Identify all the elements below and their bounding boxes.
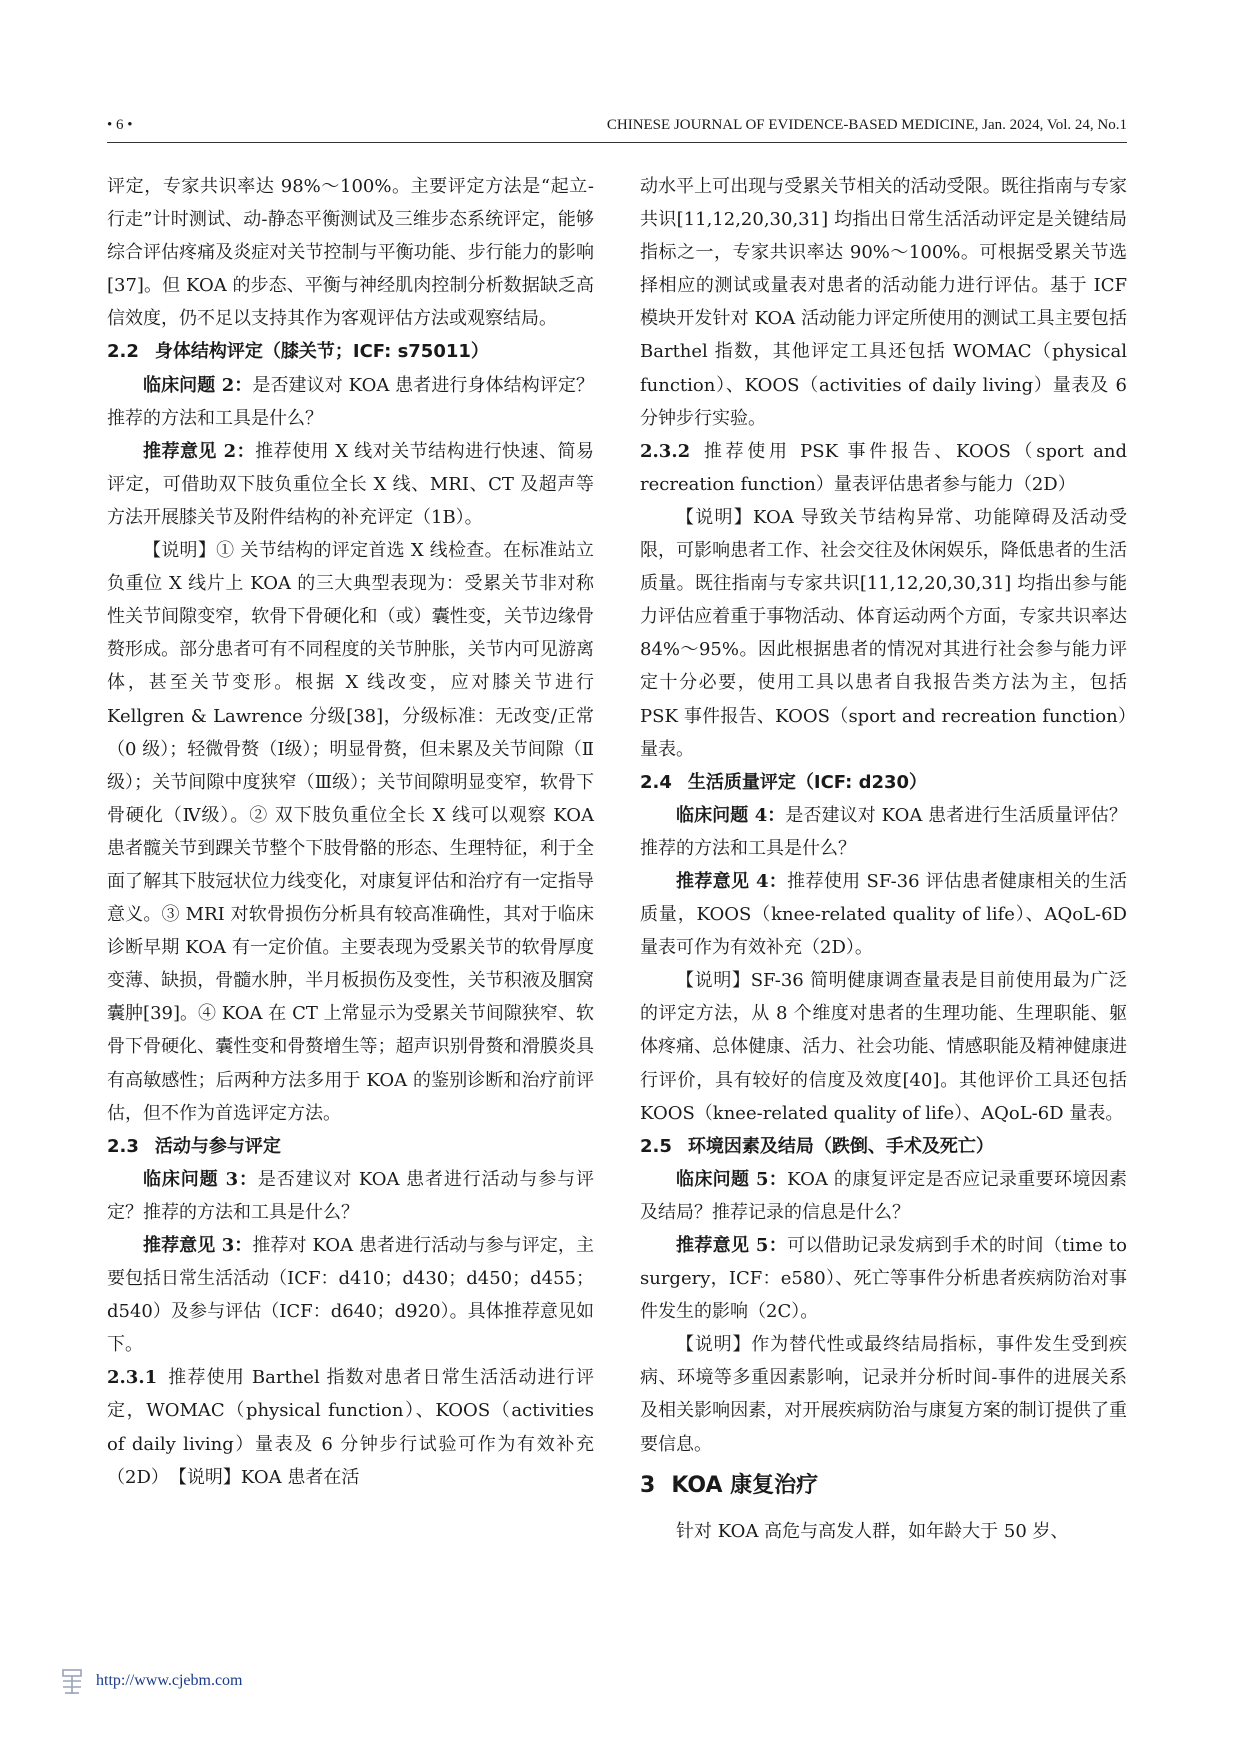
section-heading-2-4 [640,766,1127,799]
explanation-4: 【说明】SF-36 简明健康调查量表是目前使用最为广泛的评定方法，从 8 个维度对患者的生理功能、生理职能、躯体疼痛、总体健康、活力、社会功能、情感职能及精神健康进行评价，具有较好的信度及效度[40]。其他评价工具还包括 KOOS（knee-related quality of life）、AQoL-6D 量表。 [640,970,1127,1124]
recommendation-5 [640,1229,1127,1328]
section-number: 2.2 [107,341,139,363]
question-label: 临床问题 5： [676,1168,788,1190]
subsection-number: 2.3.1 [107,1367,158,1389]
section-number: 2.4 [640,771,672,793]
recommendation-text: 推荐使用 X 线对关节结构进行快速、简易评定，可借助双下肢负重位全长 X 线、MRI、CT 及超声等方法开展膝关节及附件结构的补充评定（1B）。 [107,440,594,528]
recommendation-label: 推荐意见 5： [676,1235,788,1256]
question-text: KOA 的康复评定是否应记录重要环境因素及结局？推荐记录的信息是什么？ [640,1168,1127,1223]
section-title: 生活质量评定（ICF: d230） [687,771,928,793]
paragraph: 动水平上可出现与受累关节相关的活动受限。既往指南与专家共识[11,12,20,30,31] 均指出日常生活活动评定是关键结局指标之一，专家共识率达 90%～100%。可根据受累关节选择相应的测试或量表对患者的活动能力进行评估。基于 ICF 模块开发针对 KOA 活动能力评定所使用的测试工具主要包括 Barthel 指数，其他评定工具还包括 WOMAC（physical function）、KOOS（activities of daily living）量表及 6 分钟步行实验。 [640,176,1127,429]
right-column [640,170,1127,1548]
clinical-question-5 [640,1163,1127,1229]
page-number: • 6 • [107,117,133,133]
paragraph: 针对 KOA 高危与高发人群，如年龄大于 50 岁、 [676,1520,1069,1542]
recommendation-label: 推荐意见 4： [676,870,788,892]
section-title: 活动与参与评定 [154,1135,281,1157]
clinical-question-4 [640,799,1127,865]
recommendation-3 [107,1229,594,1361]
section-number: 2.5 [640,1135,672,1157]
recommendation-4 [640,865,1127,964]
question-label: 临床问题 3： [143,1168,258,1190]
clinical-question-3 [107,1163,594,1229]
section-heading-2-3 [107,1130,594,1163]
subsection-text: 推荐使用 PSK 事件报告、KOOS（sport and recreation function）量表评估患者参与能力（2D） [640,440,1127,495]
subsection-text: 推荐使用 Barthel 指数对患者日常生活活动进行评定，WOMAC（physical function）、KOOS（activities of daily living）量表及 6 分钟步行试验可作为有效补充（2D） 【说明】KOA 患者在活 [107,1367,594,1488]
explanation-5: 【说明】作为替代性或最终结局指标，事件发生受到疾病、环境等多重因素影响，记录并分析时间-事件的进展关系及相关影响因素，对开展疾病防治与康复方案的制订提供了重要信息。 [640,1334,1127,1455]
clinical-question-2 [107,369,594,435]
section-heading-3 [640,1469,1127,1503]
paragraph: 评定，专家共识率达 98%～100%。主要评定方法是“起立-行走”计时测试、动-静态平衡测试及三维步态系统评定，能够综合评估疼痛及炎症对关节控制与平衡功能、步行能力的影响[37]。但 KOA 的步态、平衡与神经肌肉控制分析数据缺乏高信效度，仍不足以支持其作为客观评估方法或观察结局。 [107,176,594,330]
section-title: KOA 康复治疗 [671,1472,819,1498]
recommendation-label: 推荐意见 3： [143,1235,253,1256]
recommendation-2 [107,435,594,534]
journal-citation: CHINESE JOURNAL OF EVIDENCE-BASED MEDICINE, Jan. 2024, Vol. 24, No.1 [606,117,1127,133]
cjebm-logo-icon [60,1668,84,1696]
section-heading-2-2 [107,335,594,368]
section-heading-2-5 [640,1130,1127,1163]
subsection-number: 2.3.2 [640,440,691,462]
section-title: 身体结构评定（膝关节；ICF: s75011） [154,341,489,363]
question-label: 临床问题 2： [143,374,253,396]
section-number: 2.3 [107,1135,139,1157]
running-header [107,117,1127,139]
header-divider [107,142,1127,143]
subsection-2-3-2 [640,435,1127,501]
journal-url-link[interactable]: http://www.cjebm.com [96,1672,243,1689]
question-text: 是否建议对 KOA 患者进行生活质量评估？推荐的方法和工具是什么？ [640,804,1127,859]
recommendation-label: 推荐意见 2： [143,440,256,462]
recommendation-text: 推荐使用 SF-36 评估患者健康相关的生活质量，KOOS（knee-related quality of life）、AQoL-6D 量表可作为有效补充（2D）。 [640,870,1127,959]
explanation-2-3-2: 【说明】KOA 导致关节结构异常、功能障碍及活动受限，可影响患者工作、社会交往及休闲娱乐，降低患者的生活质量。既往指南与专家共识[11,12,20,30,31] 均指出参与能力评估应着重于事物活动、体育运动两个方面，专家共识率达 84%～95%。因此根据患者的情况对其进行社会参与能力评定十分必要，使用工具以患者自我报告类方法为主，包括 PSK 事件报告、KOOS（sport and recreation function）量表。 [640,506,1127,760]
subsection-2-3-1 [107,1361,594,1493]
section-number: 3 [640,1472,656,1498]
question-label: 临床问题 4： [676,804,786,826]
question-text: 是否建议对 KOA 患者进行身体结构评定？推荐的方法和工具是什么？ [107,374,594,429]
left-column [107,170,594,1494]
question-text: 是否建议对 KOA 患者进行活动与参与评定？推荐的方法和工具是什么？ [107,1168,594,1223]
explanation-2: 【说明】① 关节结构的评定首选 X 线检查。在标准站立负重位 X 线片上 KOA 的三大典型表现为：受累关节非对称性关节间隙变窄，软骨下骨硬化和（或）囊性变，关节边缘骨赘形成。部分患者可有不同程度的关节肿胀，关节内可见游离体，甚至关节变形。根据 X 线改变，应对膝关节进行 Kellgren & Lawrence 分级[38]，分级标准：无改变/正常（0 级）；轻微骨赘（Ⅰ级）；明显骨赘，但未累及关节间隙（Ⅱ级）；关节间隙中度狭窄（Ⅲ级）；关节间隙明显变窄，软骨下骨硬化（Ⅳ级）。② 双下肢负重位全长 X 线可以观察 KOA 患者髋关节到踝关节整个下肢骨骼的形态、生理特征，利于全面了解其下肢冠状位力线变化，对康复评估和治疗有一定指导意义。③ MRI 对软骨损伤分析具有较高准确性，其对于临床诊断早期 KOA 有一定价值。主要表现为受累关节的软骨厚度变薄、缺损，骨髓水肿，半月板损伤及变性，关节积液及腘窝囊肿[39]。④ KOA 在 CT 上常显示为受累关节间隙狭窄、软骨下骨硬化、囊性变和骨赘增生等；超声识别骨赘和滑膜炎具有高敏感性；后两种方法多用于 KOA 的鉴别诊断和治疗前评估，但不作为首选评定方法。 [107,540,594,1124]
section-title: 环境因素及结局（跌倒、手术及死亡） [687,1135,994,1157]
recommendation-text: 推荐对 KOA 患者进行活动与参与评定，主要包括日常生活活动（ICF：d410；d430；d450；d455；d540）及参与评估（ICF：d640；d920）。具体推荐意见如下。 [107,1235,594,1356]
page-footer [60,1668,460,1698]
recommendation-text: 可以借助记录发病到手术的时间（time to surgery，ICF：e580）、死亡等事件分析患者疾病防治对事件发生的影响（2C）。 [640,1235,1127,1323]
